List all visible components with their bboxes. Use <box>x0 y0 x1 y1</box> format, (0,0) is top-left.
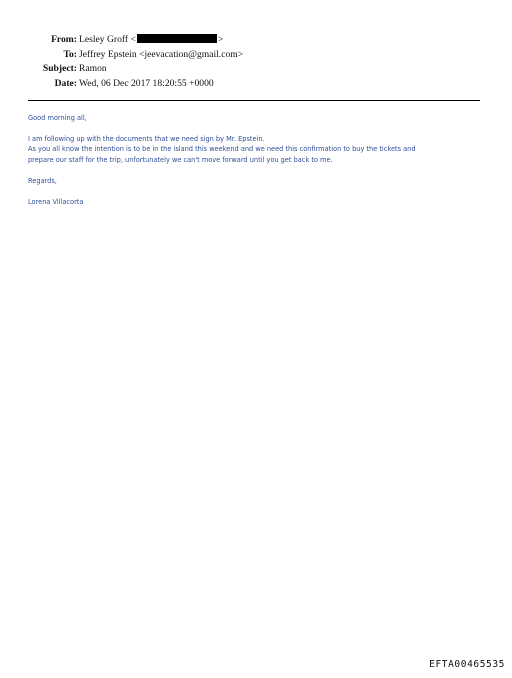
from-label: From: <box>51 34 77 45</box>
subject-label: Subject: <box>42 63 77 74</box>
greeting: Good morning all, <box>28 114 87 122</box>
body-line-2: As you all know the intention is to be in the island this weekend and we need this confirmation to buy the tickets and <box>28 145 416 154</box>
signature: Lorena Villacorta <box>28 198 84 207</box>
date-row <box>0 77 512 92</box>
header-divider <box>28 100 480 101</box>
from-row <box>0 33 512 48</box>
subject-row <box>0 62 512 77</box>
closing: Regards, <box>28 176 57 185</box>
to-row <box>0 48 512 63</box>
body-line-1: I am following up with the documents that we need sign by Mr. Epstein. <box>28 135 265 144</box>
email-header <box>0 33 512 91</box>
body-line-3: prepare our staff for the trip, unfortunately we can't move forward until you get back to me. <box>28 155 333 164</box>
subject-value: Ramon <box>79 63 107 74</box>
redaction-bar <box>137 34 217 43</box>
date-value: Wed, 06 Dec 2017 18:20:55 +0000 <box>79 77 214 89</box>
to-label: To: <box>63 48 77 60</box>
email-body <box>28 113 488 207</box>
from-name: Lesley Groff < <box>79 34 136 45</box>
from-value <box>79 33 223 48</box>
document-id: EFTA00465535 <box>429 659 505 670</box>
to-value: Jeffrey Epstein <jeevacation@gmail.com> <box>79 48 244 60</box>
from-after-redaction: > <box>217 34 224 45</box>
date-label: Date: <box>54 77 77 89</box>
